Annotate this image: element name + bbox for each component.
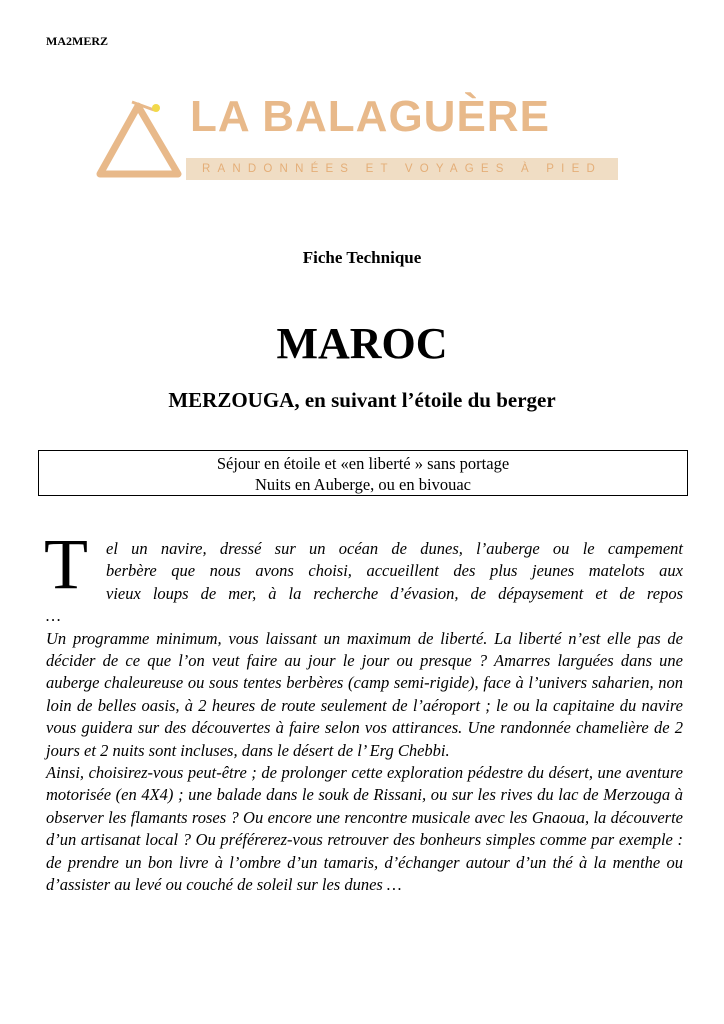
logo-tagline: RANDONNÉES ET VOYAGES À PIED [202, 163, 602, 175]
body-text [46, 538, 683, 897]
logo-wordmark: LA BALAGUÈRE [190, 92, 550, 141]
lead-line-1: el un navire, dressé sur un océan de dunes, l’auberge ou le campement [106, 539, 683, 558]
summary-line-1: Séjour en étoile et «en liberté » sans portage [216, 454, 510, 473]
lead-line-3: vieux loups de mer, à la recherche d’évasion, de dépaysement et de repos [106, 583, 683, 603]
logo-tagline-band [186, 158, 618, 180]
document-code: MA2MERZ [46, 34, 108, 48]
lead-line-2: berbère que nous avons choisi, accueillent des plus jeunes matelots aux [106, 561, 683, 581]
page-subtitle: MERZOUGA, en suivant l’étoile du berger [168, 388, 556, 412]
page-title: MAROC [276, 319, 448, 368]
document-type: Fiche Technique [302, 248, 422, 267]
paragraph-2: Ainsi, choisirez-vous peut-être ; de prolonger cette exploration pédestre du désert, une aventure motorisée (en 4X4) ; une balade dans le souk de Rissani, ou sur les rives du lac de Merzouga à observer les flamants roses ? Ou encore une rencontre musicale avec les Gnaoua, la découverte d’un artisanat local ? Ou préférerez-vous retrouver des bonheurs simples comme par exemple : de prendre un bon livre à l’ombre d’un tamaris, d’échanger autour d’un thé à la menthe ou d’assister au levé ou couché de soleil sur les dunes … [46, 763, 683, 895]
balaguere-logo [92, 92, 628, 187]
summary-line-2: Nuits en Auberge, ou en bivouac [255, 475, 471, 494]
walker-triangle-icon [92, 96, 184, 180]
lead-ellipsis: … [46, 606, 61, 626]
paragraph-1: Un programme minimum, vous laissant un maximum de liberté. La liberté n’est elle pas de décider de ce que l’on veut faire au jour le jour ou presque ? Amarres larguées dans une auberge chaleureuse ou sous tentes berbères (camp semi-rigide), face à l’univers saharien, non loin de belles oasis, à 2 heures de route seulement de l’aéroport ; le ou la capitaine du navire vous guidera sur des découvertes à faire selon vos attirances. Une randonnée chamelière de 2 jours et 2 nuits sont incluses, dans le désert de l’ Erg Chebbi. [46, 628, 683, 760]
trip-summary-box [38, 450, 688, 496]
drop-cap: T [44, 524, 88, 604]
